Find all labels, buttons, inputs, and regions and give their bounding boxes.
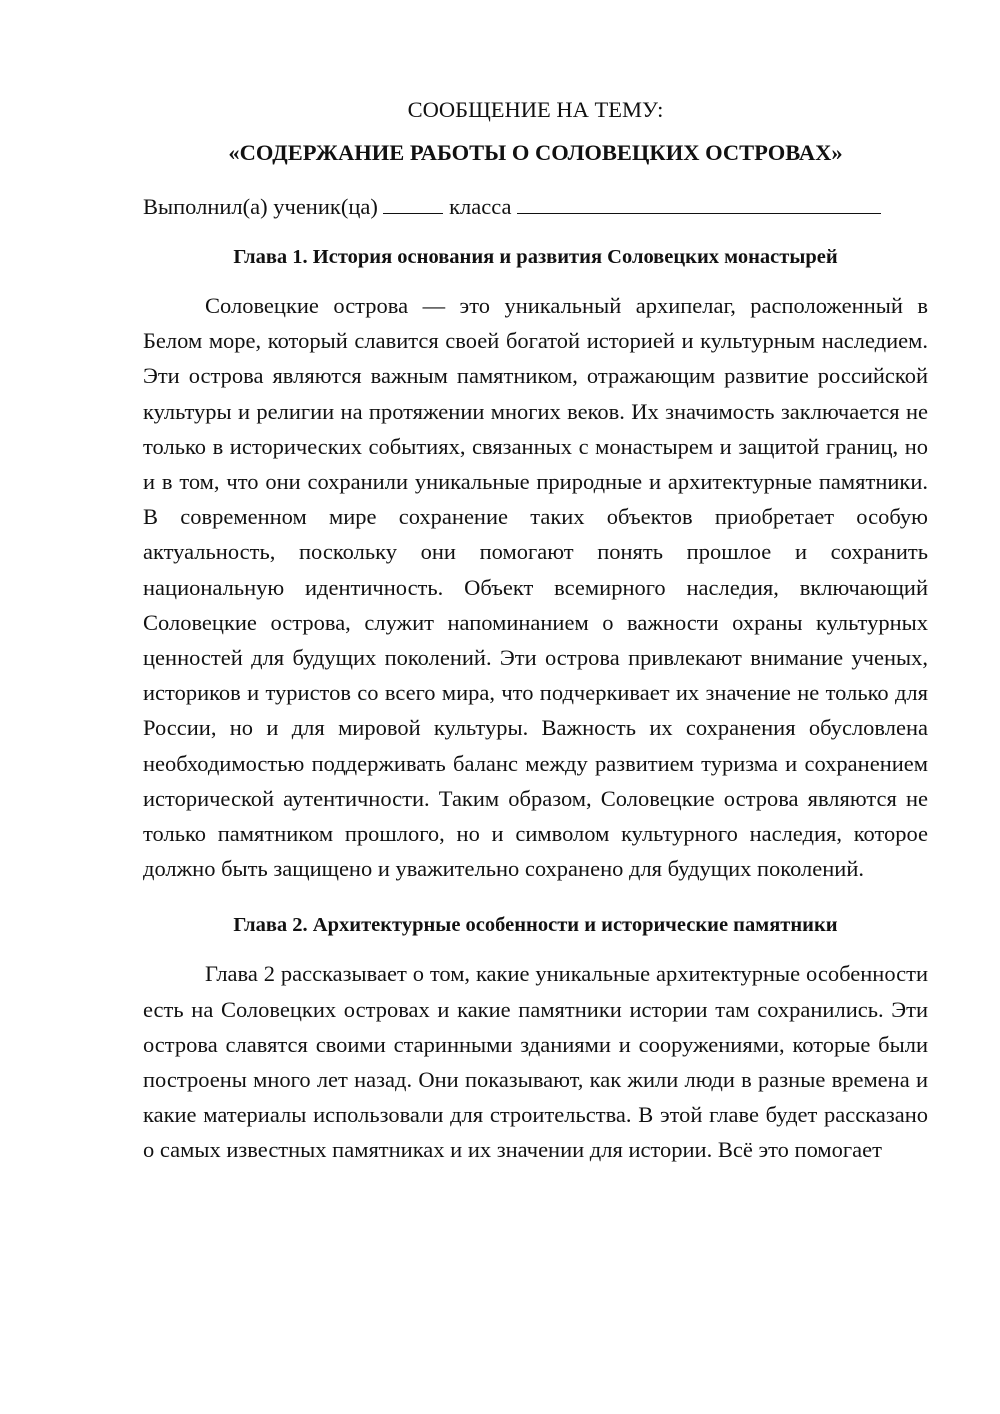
- chapter-2-heading: Глава 2. Архитектурные особенности и исторические памятники: [233, 914, 838, 937]
- author-middle: класса: [443, 194, 518, 219]
- document-title: «СОДЕРЖАНИЕ РАБОТЫ О СОЛОВЕЦКИХ ОСТРОВАХ»: [228, 140, 843, 165]
- chapter-1-heading: Глава 1. История основания и развития Соловецких монастырей: [233, 246, 838, 268]
- document-page: [143, 92, 928, 1168]
- class-blank: [383, 191, 443, 214]
- name-blank: [517, 191, 881, 214]
- author-prefix: Выполнил(а) ученик(ца): [143, 194, 384, 219]
- author-line: [143, 189, 928, 224]
- chapter-1-text: Соловецкие острова — это уникальный архипелаг, расположенный в Белом море, который славится своей богатой историей и культурным наследием. Эти острова являются важным памятником, отражающим развитие российской культуры и религии на протяжении многих веков. Их значимость заключается не только в исторических событиях, связанных с монастырем и защитой границ, но и в том, что они сохранили уникальные природные и архитектурные памятники. В современном мире сохранение таких объектов приобретает особую актуальность, поскольку они помогают понять прошлое и сохранить национальную идентичность. Объект всемирного наследия, включающий Соловецкие острова, служит напоминанием о важности охраны культурных ценностей для будущих поколений. Эти острова привлекают внимание ученых, историков и туристов со всего мира, что подчеркивает их значение не только для России, но и для мировой культуры. Важность их сохранения обусловлена необходимостью поддерживать баланс между развитием туризма и сохранением исторической аутентичности. Таким образом, Соловецкие острова являются не только памятником прошлого, но и символом культурного наследия, которое должно быть защищено и уважительно сохранено для будущих поколений.: [143, 293, 928, 882]
- chapter-2-text: Глава 2 рассказывает о том, какие уникальные архитектурные особенности есть на Соловецких островах и какие памятники истории там сохранились. Эти острова славятся своими старинными зданиями и сооружениями, которые были построены много лет назад. Они показывают, как жили люди в разные времена и какие материалы использовали для строительства. В этой главе будет рассказано о самых известных памятниках и их значении для истории. Всё это помогает: [143, 961, 928, 1163]
- header-line: СООБЩЕНИЕ НА ТЕМУ:: [407, 97, 664, 122]
